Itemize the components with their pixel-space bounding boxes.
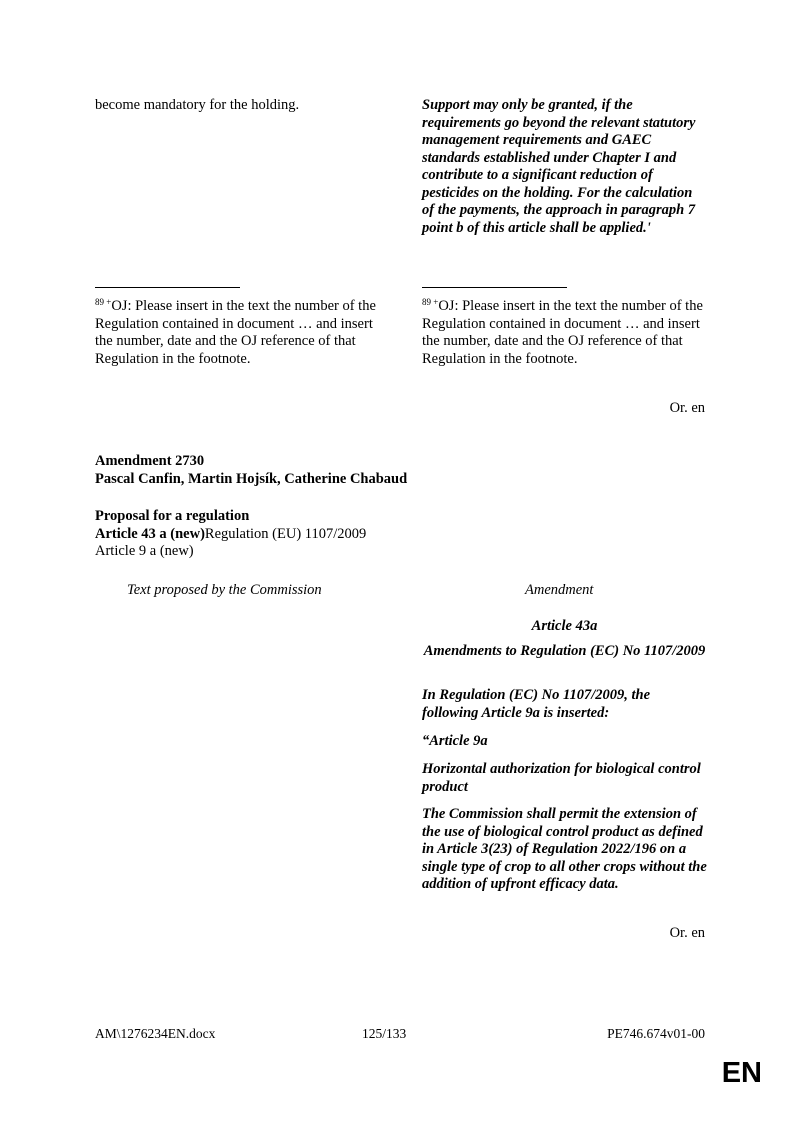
column-header-commission: Text proposed by the Commission [127, 582, 322, 598]
amendment-article-heading: Amendments to Regulation (EC) No 1107/2009 [423, 643, 706, 659]
amendment-quoted-heading: Horizontal authorization for biological control product [422, 761, 701, 795]
article-number: Article 43 a (new) [95, 526, 205, 542]
footnote-text-left: OJ: Please insert in the text the number of the Regulation contained in document … and insert the number, date and the OJ reference of that Regulation in the footnote. [95, 298, 376, 367]
footer-document-name: AM\1276234EN.docx [95, 1026, 216, 1041]
article-reference [95, 526, 366, 544]
footnote-rule-left [95, 287, 240, 288]
footer-page-number: 125/133 [362, 1026, 407, 1041]
footer-language-code: EN [721, 1057, 762, 1089]
amendment-body: The Commission shall permit the extension of the use of biological control product as defined in Article 3(23) of Regulation 2022/196 on a single type of crop to all other crops without the addition of upfront efficacy data. [422, 806, 707, 892]
amendment-authors: Pascal Canfin, Martin Hojsík, Catherine Chabaud [95, 471, 408, 487]
footnote-right [422, 298, 707, 368]
footnote-left [95, 298, 385, 368]
column-header-amendment: Amendment [525, 582, 594, 598]
footer-reference: PE746.674v01-00 [607, 1026, 705, 1041]
footnote-text-right: OJ: Please insert in the text the number of the Regulation contained in document … and insert the number, date and the OJ reference of that Regulation in the footnote. [422, 298, 703, 367]
amendment-article-title: Article 43a [531, 618, 598, 634]
continued-text-right: Support may only be granted, if the requirements go beyond the relevant statutory management requirements and GAEC standards established under Chapter I and contribute to a significant reduction of pesticides on the holding. For the calculation of the payments, the approach in paragraph 7 point b of this article shall be applied.' [422, 97, 696, 236]
language-note-1: Or. en [669, 400, 705, 416]
continued-text-left: become mandatory for the holding. [95, 97, 300, 113]
footnote-marker-left: 89 + [95, 297, 112, 307]
language-note-2: Or. en [669, 925, 705, 941]
amendment-intro: In Regulation (EC) No 1107/2009, the following Article 9a is inserted: [422, 687, 651, 721]
footnote-marker-right: 89 + [422, 297, 439, 307]
article-regulation: Regulation (EU) 1107/2009 [204, 526, 367, 542]
proposal-title: Proposal for a regulation [95, 508, 250, 524]
footnote-rule-right [422, 287, 567, 288]
amendment-number: Amendment 2730 [95, 453, 205, 469]
article-subreference: Article 9 a (new) [95, 543, 194, 559]
amendment-quoted-article: “Article 9a [422, 733, 488, 749]
